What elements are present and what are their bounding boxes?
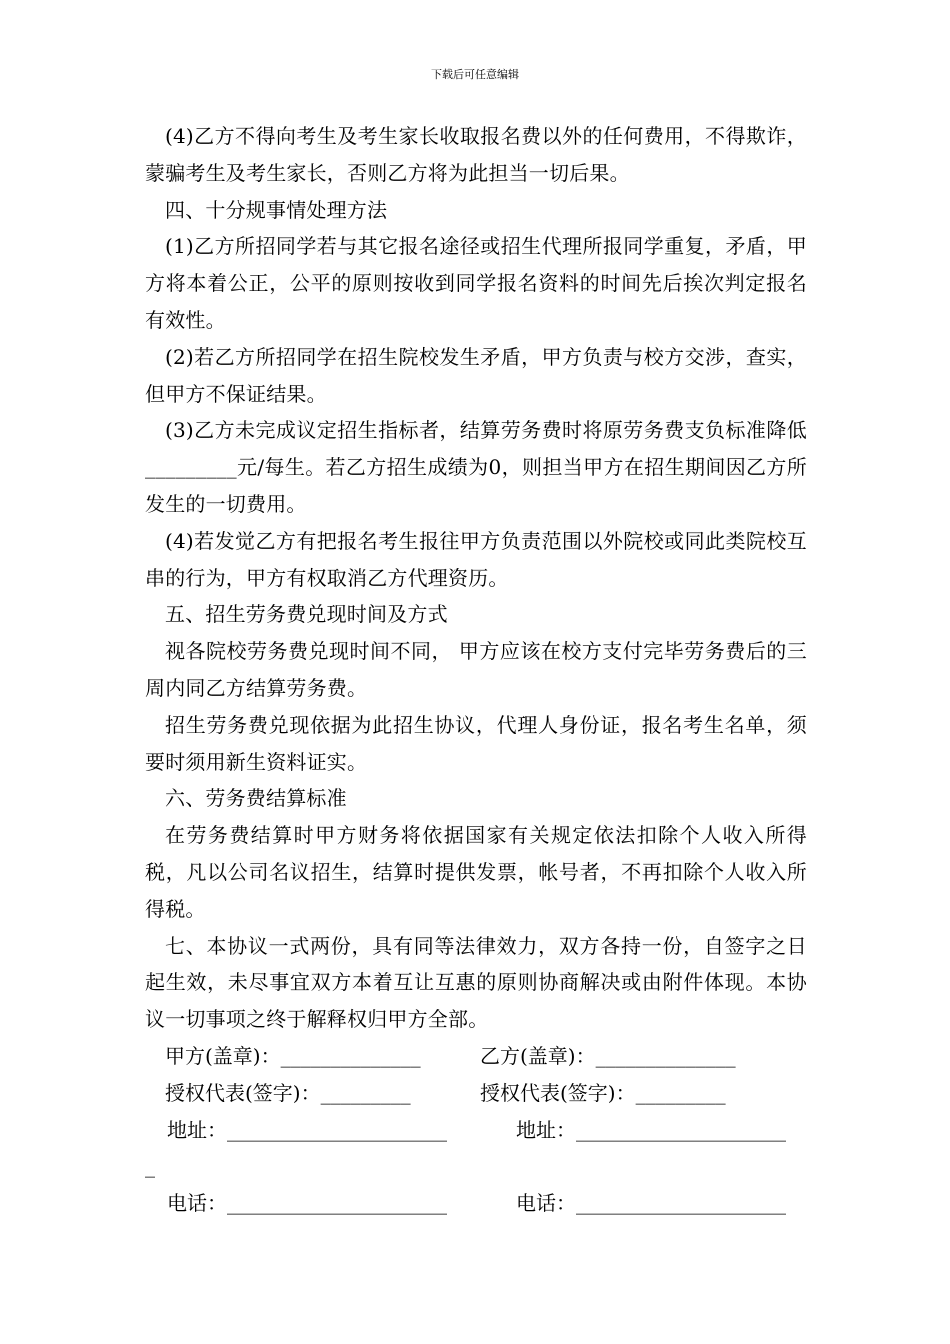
document-body xyxy=(145,118,807,1222)
section-5-heading: 五、招生劳务费兑现时间及方式 xyxy=(165,602,448,627)
party-a-phone-field: 电话：______________________ xyxy=(167,1191,447,1216)
party-b-address-field: 地址：_____________________ xyxy=(516,1117,786,1142)
party-a-rep-field: 授权代表(签字)：_________ xyxy=(165,1080,411,1105)
signature-row-address xyxy=(145,1112,807,1149)
section-6-para: 在劳务费结算时甲方财务将依据国家有关规定依法扣除个人收入所得税，凡以公司名议招生，结算时提供发票，帐号者，不再扣除个人收入所得税。 xyxy=(145,823,807,921)
stray-underscore: _ xyxy=(145,1154,155,1179)
section-6-heading: 六、劳务费结算标准 xyxy=(165,786,347,811)
party-a-address-field: 地址：______________________ xyxy=(167,1117,447,1142)
page-header: 下载后可任意编辑 xyxy=(431,68,519,81)
section-5-para-2: 招生劳务费兑现依据为此招生协议，代理人身份证，报名考生名单，须要时须用新生资料证实。 xyxy=(145,712,807,774)
party-a-seal-field: 甲方(盖章)：______________ xyxy=(165,1043,421,1068)
clause-4-2: (2)若乙方所招同学在招生院校发生矛盾，甲方负责与校方交涉，查实，但甲方不保证结果。 xyxy=(145,344,807,406)
party-b-seal-field: 乙方(盖章)：______________ xyxy=(480,1043,736,1068)
section-7-para: 七、本协议一式两份，具有同等法律效力，双方各持一份，自签字之日起生效，未尽事宜双方本着互让互惠的原则协商解决或由附件体现。本协议一切事项之终于解释权归甲方全部。 xyxy=(145,933,807,1032)
clause-4-1: (1)乙方所招同学若与其它报名途径或招生代理所报同学重复，矛盾，甲方将本着公正，公平的原则按收到同学报名资料的时间先后挨次判定报名有效性。 xyxy=(145,234,807,332)
section-5-para-1: 视各院校劳务费兑现时间不同， 甲方应该在校方支付完毕劳务费后的三周内同乙方结算劳务费。 xyxy=(145,639,807,700)
clause-4-3: (3)乙方未完成议定招生指标者，结算劳务费时将原劳务费支负标准降低_________元/每生。若乙方招生成绩为0，则担当甲方在招生期间因乙方所发生的一切费用。 xyxy=(145,418,807,516)
signature-row-seal xyxy=(145,1038,807,1075)
clause-4-4: (4)若发觉乙方有把报名考生报往甲方负责范围以外院校或同此类院校互串的行为，甲方有权取消乙方代理资历。 xyxy=(145,528,807,590)
section-4-heading: 四、十分规事情处理方法 xyxy=(165,197,388,222)
signature-row-phone xyxy=(145,1185,807,1222)
clause-3-4: (4)乙方不得向考生及考生家长收取报名费以外的任何费用，不得欺诈，蒙骗考生及考生家长，否则乙方将为此担当一切后果。 xyxy=(145,124,807,185)
signature-row-representative xyxy=(145,1075,807,1112)
party-b-phone-field: 电话：_____________________ xyxy=(516,1191,786,1216)
party-b-rep-field: 授权代表(签字)：_________ xyxy=(480,1080,726,1105)
